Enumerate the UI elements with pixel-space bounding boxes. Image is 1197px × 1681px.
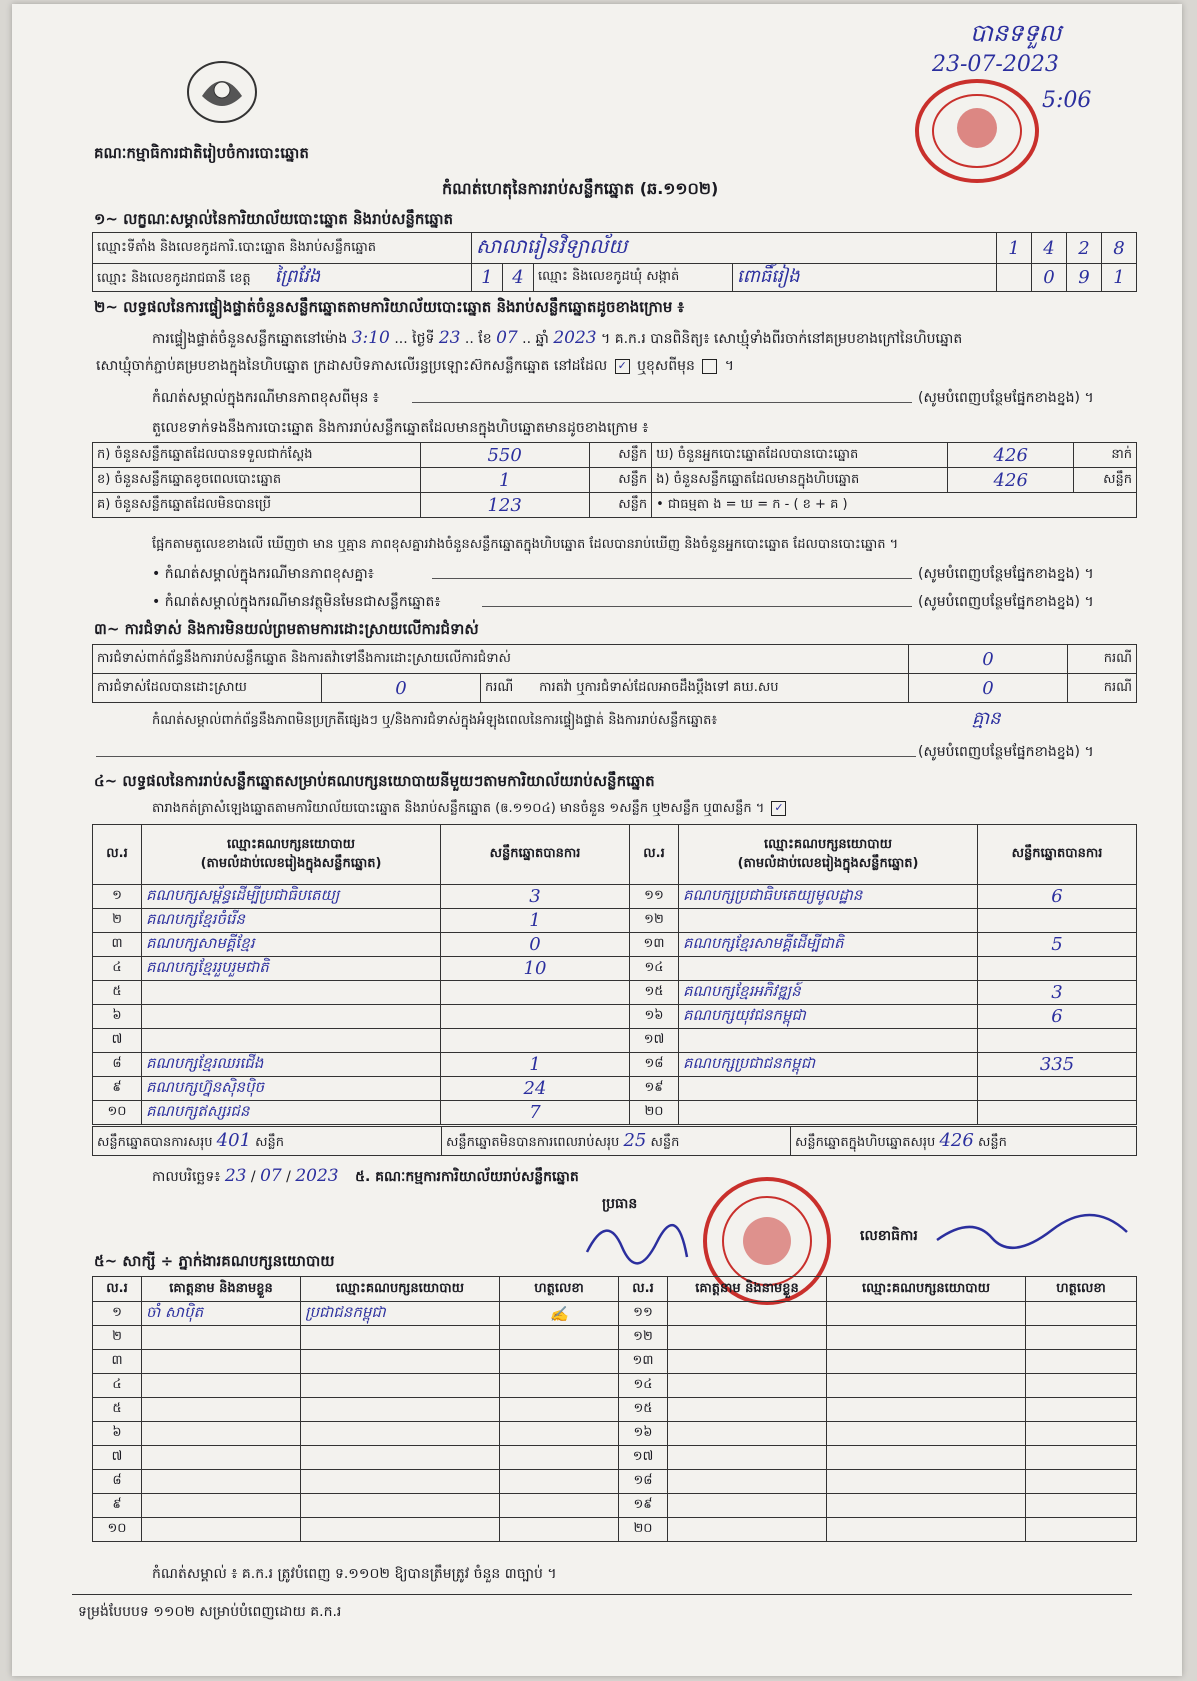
- witness-party: [301, 1326, 500, 1350]
- vote-count: [978, 1029, 1137, 1053]
- objection-table: [92, 644, 1137, 703]
- footer-form-line: ទម្រង់បែបបទ ១១០២ សម្រាប់បំពេញដោយ គ.ក.រ: [78, 1604, 342, 1620]
- committee-label: ៥. គណៈកម្មការការិយាល័យរាប់សន្លឹកឆ្នោត: [355, 1169, 579, 1185]
- station-value: សាលារៀនវិទ្យាល័យ: [472, 233, 997, 264]
- witness-signature: [1026, 1422, 1137, 1446]
- vote-count: [978, 1101, 1137, 1125]
- party-name: គណបក្សខ្មែរចំរើន: [142, 909, 441, 933]
- party-name: គណបក្សខ្មែរឈរជើង: [142, 1053, 441, 1077]
- total-box-label: សន្លឹកឆ្នោតក្នុងហិបឆ្នោតសរុប: [795, 1134, 936, 1150]
- row-no: ១៨: [619, 1470, 668, 1494]
- vote-count: 1: [441, 1053, 630, 1077]
- witness-party: [301, 1518, 500, 1542]
- table-row: [93, 1053, 1137, 1077]
- col-no: ល.រ: [93, 825, 142, 885]
- witness-name: [142, 1398, 301, 1422]
- party-name: គណបក្សប្រជាធិបតេយ្យមូលដ្ឋាន: [679, 885, 978, 909]
- chair-label: ប្រធាន: [602, 1196, 638, 1212]
- note-diff-line: [412, 402, 912, 403]
- objection-unit: ករណី: [485, 679, 514, 695]
- witness-party: [827, 1494, 1026, 1518]
- witness-name: [668, 1350, 827, 1374]
- row-no: ១០: [93, 1518, 142, 1542]
- witness-name: [668, 1374, 827, 1398]
- witness-party: [827, 1350, 1026, 1374]
- vote-count: 0: [441, 933, 630, 957]
- row-no: ៨: [93, 1470, 142, 1494]
- col-party: ឈ្មោះគណបក្សនយោបាយ: [301, 1277, 500, 1302]
- day-label: ថ្ងៃទី: [412, 331, 435, 347]
- row-no: ៥: [93, 1398, 142, 1422]
- witness-signature: [500, 1326, 619, 1350]
- province-code-digit: 1: [472, 264, 503, 292]
- witness-name: [668, 1518, 827, 1542]
- party-name: គណបក្សខ្មែររួបរួមជាតិ: [142, 957, 441, 981]
- witness-name: [668, 1302, 827, 1326]
- commune-code-digit: 9: [1067, 264, 1102, 292]
- row-no: ១: [93, 885, 142, 909]
- party-name: [142, 1005, 441, 1029]
- party-name: [679, 957, 978, 981]
- row-e-label: ង) ចំនួនសន្លឹកឆ្នោតដែលមានក្នុងហិបឆ្នោត: [652, 468, 948, 493]
- received-stamp-icon: [912, 76, 1042, 186]
- station-code-digit: 1: [997, 233, 1032, 264]
- vote-count: 7: [441, 1101, 630, 1125]
- row-no: ៣: [93, 933, 142, 957]
- secretary-label: លេខាធិការ: [860, 1228, 918, 1244]
- vote-count: 5: [978, 933, 1137, 957]
- chair-signature-icon: [577, 1212, 697, 1272]
- table-row: [93, 885, 1137, 909]
- vote-count: [441, 1029, 630, 1053]
- col-name: គោត្តនាម និងនាមខ្លួន: [142, 1277, 301, 1302]
- ballot-count-table: [92, 442, 1137, 518]
- col-name: គោត្តនាម និងនាមខ្លួន: [668, 1277, 827, 1302]
- row-c-label: គ) ចំនួនសន្លឹកឆ្នោតដែលមិនបានប្រើ: [93, 493, 421, 518]
- section4-title: ៤~ លទ្ធផលនៃការរាប់សន្លឹកឆ្នោតសម្រាប់គណបក្សនយោបាយនីមួយៗតាមការិយាល័យរាប់សន្លឹកឆ្នោត: [94, 772, 655, 790]
- col-party: ឈ្មោះគណបក្សនយោបាយ: [827, 1277, 1026, 1302]
- witness-signature: [500, 1446, 619, 1470]
- received-date: 23-07-2023: [932, 52, 1059, 77]
- witness-party: [827, 1470, 1026, 1494]
- totals-table: [92, 1126, 1137, 1156]
- check-month: 07: [496, 328, 518, 348]
- section1-title: ១~ លក្ខណៈសម្គាល់នៃការិយាល័យបោះឆ្នោត និងរាប់សន្លឹកឆ្នោត: [94, 210, 454, 228]
- witness-signature: [500, 1518, 619, 1542]
- form-title: កំណត់ហេតុនៃការរាប់សន្លឹកឆ្នោត (ឆ.១១០២): [442, 179, 719, 198]
- col-no: ល.រ: [93, 1277, 142, 1302]
- row-no: ១១: [619, 1302, 668, 1326]
- compare-text: ផ្អែកតាមតួលេខខាងលើ ឃើញថា មាន ឬគ្មាន ភាពខុសគ្នារវាងចំនួនសន្លឹកឆ្នោតក្នុងហិបឆ្នោត ដែលបានរាប់ឃើញ និងចំនួនអ្នកបោះឆ្នោត ដែលបានបោះឆ្នោត ។: [152, 537, 899, 552]
- row-no: ៧: [93, 1446, 142, 1470]
- witness-signature: [1026, 1494, 1137, 1518]
- received-label: បានទទួល: [970, 19, 1062, 47]
- table-row: [93, 1446, 1137, 1470]
- row-no: ២: [93, 909, 142, 933]
- total-valid: 401: [216, 1129, 252, 1151]
- table-row: [93, 1398, 1137, 1422]
- witness-party: [301, 1374, 500, 1398]
- party-name: គណបក្សសាមគ្គីខ្មែរ: [142, 933, 441, 957]
- witness-name: [142, 1326, 301, 1350]
- vote-count: 24: [441, 1077, 630, 1101]
- col-no: ល.រ: [619, 1277, 668, 1302]
- commune-code-digit: 0: [1032, 264, 1067, 292]
- footer-note: កំណត់សម្គាល់ ៖ គ.ក.រ ត្រូវបំពេញ ទ.១១០២ ឱ្យបានត្រឹមត្រូវ ចំនួន ៣ច្បាប់ ។: [152, 1566, 557, 1582]
- col-no: ល.រ: [630, 825, 679, 885]
- party-name: [679, 1029, 978, 1053]
- row-no: ១៥: [630, 981, 679, 1005]
- check-time: 3:10: [351, 328, 390, 348]
- commune-value: ពោធិ៍រៀង: [733, 264, 997, 292]
- witness-party: [827, 1518, 1026, 1542]
- col-party-sub: (តាមលំដាប់លេខរៀងក្នុងសន្លឹកឆ្នោត): [737, 855, 919, 871]
- row-no: ២: [93, 1326, 142, 1350]
- witness-name: [668, 1398, 827, 1422]
- col-sign: ហត្ថលេខា: [500, 1277, 619, 1302]
- row-no: ១៣: [619, 1350, 668, 1374]
- row-no: ៩: [93, 1494, 142, 1518]
- form-sheet: គណៈកម្មាធិការជាតិរៀបចំការបោះឆ្នោត បានទទួល 23-07-2023 5:06 កំណត់ហេតុនៃការរាប់សន្លឹកឆ្នោត (ឆ.១១០២) ១~ លក្ខណៈសម្គាល់នៃការិយាល័យបោះឆ្នោត និងរាប់សន្លឹកឆ្នោត ឈ្មោះទីតាំង និងលេខកូដការិ.បោះឆ្នោត និងរាប់សន្លឹកឆ្នោត សាលារៀនវិទ្យាល័យ 1 4 2 8 ឈ្មោះ និងលេខកូដរាជធានី ខេត្ត ព្រៃវែង 1 4 ឈ្មោះ និងលេខកូដឃុំ សង្កាត់ ពោធិ៍រៀង 0 9 1 ២~ លទ្ធផលនៃការផ្ទៀងផ្ទាត់ចំនួនសន្លឹកឆ្នោតតាមការិយាល័យបោះឆ្នោត និងរាប់សន្លឹកឆ្នោតដូចខាងក្រោម ៖ ការផ្ទៀងផ្ទាត់ចំនួនសន្លឹកឆ្នោតនៅម៉ោង 3:10 ... ថ្ងៃទី 23 .. ខែ 07 .. ឆ្នាំ 2023 ។ គ.ក.រ បានពិនិត្យ៖ សោឃ្មុំទាំងពីរចាក់នៅគម្របខាងក្រៅនៃហិបឆ្នោត សោឃ្មុំចាក់ភ្ជាប់គម្របខាងក្នុងនៃហិបឆ្នោត ក្រដាសបិទភាសលើរន្ធប្រឡោះស៊កសន្លឹកឆ្នោត នៅដដែល ✓ ឬខុសពីមុន ។ កំណត់សម្គាល់ក្នុងករណីមានភាពខុសពីមុន ៖ (សូមបំពេញបន្ថែមផ្នែកខាងខ្នង) ។ តួលេខទាក់ទងនឹងការបោះឆ្នោត និងការរាប់សន្លឹកឆ្នោតដែលមានក្នុងហិបឆ្នោតមានដូចខាងក្រោម ៖ ក) ចំនួនសន្លឹកឆ្នោតដែលបានទទួលជាក់ស្តែង 550 សន្លឹក ឃ) ចំនួនអ្នកបោះឆ្នោតដែលបានបោះឆ្នោត 426 នាក់ ខ) ចំនួនសន្លឹកឆ្នោតខូចពេលបោះឆ្នោត 1 សន្លឹក ង) ចំនួនសន្លឹកឆ្នោតដែលមានក្នុងហិបឆ្នោត 426 សន្លឹក គ) ចំនួនសន្លឹកឆ្នោតដែលមិនបានប្រើ 123 សន្លឹក • ជាធម្មតា ង = ឃ = ក - ( ខ + គ ) ផ្អែកតាមតួលេខខាងលើ ឃើញថា មាន ឬគ្មាន ភាពខុសគ្នារវាងចំនួនសន្លឹកឆ្នោតក្នុងហិបឆ្នោត ដែលបានរាប់ឃើញ និងចំនួនអ្នកបោះឆ្នោត ដែលបានបោះឆ្នោត ។ • កំណត់សម្គាល់ក្នុងករណីមានភាពខុសគ្នា៖ (សូមបំពេញបន្ថែមផ្នែកខាងខ្នង) ។ • កំណត់សម្គាល់ក្នុងករណីមានវត្ថុមិនមែនជាសន្លឹកឆ្នោត៖ (សូមបំពេញបន្ថែមផ្នែកខាងខ្នង) ។ ៣~ ការជំទាស់ និងការមិនយល់ព្រមតាមការដោះស្រាយលើការជំទាស់ ការជំទាស់ពាក់ព័ន្ធនឹងការរាប់សន្លឹកឆ្នោត និងការតវ៉ាទៅនឹងការដោះស្រាយលើការជំទាស់ 0 ករណី ការជំទាស់ដែលបានដោះស្រាយ 0 ករណី ការតវ៉ា ឬការជំទាស់ដែលអាចដឹងប្តឹងទៅ គឃ.សប 0 ករណី កំណត់សម្គាល់ពាក់ព័ន្ធនឹងភាពមិនប្រក្រតីផ្សេងៗ ឬ/និងការជំទាស់ក្នុងអំឡុងពេលនៃការផ្ទៀងផ្ទាត់ និងការរាប់សន្លឹកឆ្នោត៖ គ្មាន (សូមបំពេញបន្ថែមផ្នែកខាងខ្នង) ។ ៤~ លទ្ធផលនៃការរាប់សន្លឹកឆ្នោតសម្រាប់គណបក្សនយោបាយនីមួយៗតាមការិយាល័យរាប់សន្លឹកឆ្នោត តារាងកត់ត្រាសំឡេងឆ្នោតតាមការិយាល័យបោះឆ្នោត និងរាប់សន្លឹកឆ្នោត (ឲ.១១០៤) មានចំនួន ១សន្លឹក ឬ២សន្លឹក ឬ៣សន្លឹក ។ ✓ ល.រ ឈ្មោះគណបក្សនយោបាយ (តាមលំដាប់លេខរៀងក្នុងសន្លឹកឆ្នោត) សន្លឹកឆ្នោតបានការ ល.រ ឈ្មោះគណបក្សនយោបាយ (តាមលំដាប់លេខរៀងក្នុងសន្លឹកឆ្នោត) សន្លឹកឆ្នោតបានការ ១ គណបក្សសម្ព័ន្ធដើម្បីប្រជាធិបតេយ្យ 3 ១១ គណបក្សប្រជាធិបតេយ្យមូលដ្ឋាន 6 ២ គណបក្សខ្មែរចំរើន 1 ១២ ៣ គណបក្សសាមគ្គីខ្មែរ 0 ១៣ គណបក្សខ្មែរសាមគ្គីដើម្បីជាតិ 5 ៤ គណបក្សខ្មែររួបរួមជាតិ 10 ១៤ ៥ ១៥ គណបក្សខ្មែរអភិវឌ្ឍន៍ 3 ៦ ១៦ គណបក្សយុវជនកម្ពុជា 6 ៧ ១៧ ៨ គណបក្សខ្មែរឈរជើង 1 ១៨ គណបក្សប្រជាជនកម្ពុជា 335 ៩ គណបក្សហ្វ៊ុនស៊ិនប៉ិច 24 ១៩ ១០ គណបក្សឥស្សរជន 7 ២០ សន្លឹកឆ្នោតបានការសរុប 401 សន្លឹក សន្លឹកឆ្នោតមិនបានការពេលរាប់សរុប 25 សន្លឹក សន្លឹកឆ្នោតក្នុងហិបឆ្នោតសរុប 426 សន្លឹក កាលបរិច្ឆេទ៖ 23 / 07 / 2023 ៥. គណៈកម្មការការិយាល័យរាប់សន្លឹកឆ្នោត ប្រធាន លេខាធិការ ៥~ សាក្សី ÷ ភ្នាក់ងារគណបក្សនយោបាយ ល.រ គោត្តនាម និងនាមខ្លួន ឈ្មោះគណបក្សនយោបាយ ហត្ថលេខា ល.រ គោត្តនាម និងនាមខ្លួន ឈ្មោះគណបក្សនយោបាយ ហត្ថលេខា ១ ចាំ សាប៉ិត ប្រជាជនកម្ពុជា ✍ ១១ ២ ១២ ៣ ១៣ ៤ ១៤ ៥ ១៥ ៦ ១៦ ៧ ១៧ ៨ ១៨ ៩ ១៩ ១០ ២០ កំណត់សម្គាល់ ៖ គ.ក.រ ត្រូវបំពេញ ទ.១១០២ ឱ្យបានត្រឹមត្រូវ ចំនួន ៣ច្បាប់ ។ ទម្រង់បែបបទ ១១០២ សម្រាប់បំពេញដោយ គ.ក.រ: [12, 4, 1182, 1676]
- row-b-value: 1: [420, 468, 589, 493]
- vote-count: 6: [978, 885, 1137, 909]
- table-row: [93, 1494, 1137, 1518]
- party-name: គណបក្សប្រជាជនកម្ពុជា: [679, 1053, 978, 1077]
- section4-intro: តារាងកត់ត្រាសំឡេងឆ្នោតតាមការិយាល័យបោះឆ្នោត និងរាប់សន្លឹកឆ្នោត (ឲ.១១០៤) មានចំនួន ១សន្លឹក ឬ២សន្លឹក ឬ៣សន្លឹក ។: [152, 801, 765, 816]
- vote-count: [441, 981, 630, 1005]
- party-name: គណបក្សខ្មែរសាមគ្គីដើម្បីជាតិ: [679, 933, 978, 957]
- total-valid-label: សន្លឹកឆ្នោតបានការសរុប: [97, 1134, 213, 1150]
- witness-party: [827, 1374, 1026, 1398]
- row-no: ១៥: [619, 1398, 668, 1422]
- objection-row1-value: 0: [909, 645, 1068, 674]
- witness-party: [301, 1398, 500, 1422]
- table-row: [93, 1518, 1137, 1542]
- note-foreign-line: [482, 606, 912, 607]
- irregularity-note: កំណត់សម្គាល់ពាក់ព័ន្ធនឹងភាពមិនប្រក្រតីផ្សេងៗ ឬ/និងការជំទាស់ក្នុងអំឡុងពេលនៃការផ្ទៀងផ្ទាត់ និងការរាប់សន្លឹកឆ្នោត៖: [152, 713, 718, 728]
- vote-count: [978, 957, 1137, 981]
- witness-name: ចាំ សាប៉ិត: [142, 1302, 301, 1326]
- total-box: 426: [939, 1129, 974, 1151]
- results-table: [92, 824, 1137, 1125]
- row-no: ១៤: [630, 957, 679, 981]
- row-no: ១៨: [630, 1053, 679, 1077]
- total-unit: សន្លឹក: [255, 1134, 285, 1150]
- witness-party: [301, 1422, 500, 1446]
- table-row: [93, 1422, 1137, 1446]
- changed-checkbox[interactable]: [702, 359, 717, 374]
- witness-party: [827, 1398, 1026, 1422]
- witness-signature: [1026, 1374, 1137, 1398]
- row-a-unit: សន្លឹក: [589, 443, 652, 468]
- year-label: ឆ្នាំ: [535, 331, 549, 347]
- witness-table: [92, 1276, 1137, 1542]
- vote-count: [441, 1005, 630, 1029]
- total-unit: សន្លឹក: [650, 1134, 680, 1150]
- vote-count: 10: [441, 957, 630, 981]
- nec-emblem-icon: [182, 56, 262, 128]
- witness-name: [142, 1446, 301, 1470]
- table-row: [93, 1350, 1137, 1374]
- witness-party: [301, 1470, 500, 1494]
- row-no: ៣: [93, 1350, 142, 1374]
- vote-count: 335: [978, 1053, 1137, 1077]
- vote-count: [978, 1077, 1137, 1101]
- irregularity-value: គ្មាន: [972, 708, 1001, 729]
- witness-party: [301, 1350, 500, 1374]
- vote-count: [978, 909, 1137, 933]
- witness-party: [301, 1446, 500, 1470]
- row-no: ៤: [93, 1374, 142, 1398]
- row-d-unit: នាក់: [1074, 443, 1137, 468]
- check-day: 23: [438, 328, 461, 348]
- row-e-unit: សន្លឹក: [1074, 468, 1137, 493]
- col-votes: សន្លឹកឆ្នោតបានការ: [978, 825, 1137, 885]
- check-text-b: ។ គ.ក.រ បានពិនិត្យ៖ សោឃ្មុំទាំងពីរចាក់នៅគម្របខាងក្រៅនៃហិបឆ្នោត: [601, 331, 963, 347]
- check-text-a: ការផ្ទៀងផ្ទាត់ចំនួនសន្លឹកឆ្នោតនៅម៉ោង: [152, 331, 348, 347]
- row-a-value: 550: [420, 443, 589, 468]
- witness-party: [301, 1494, 500, 1518]
- witness-signature: [1026, 1302, 1137, 1326]
- row-no: ៥: [93, 981, 142, 1005]
- date-day: 23: [224, 1166, 247, 1186]
- table-row: [93, 933, 1137, 957]
- row-no: ៤: [93, 957, 142, 981]
- witness-signature: [500, 1350, 619, 1374]
- witness-name: [668, 1494, 827, 1518]
- table-row: [93, 957, 1137, 981]
- objection-unit: ករណី: [1068, 645, 1137, 674]
- table-row: [93, 1470, 1137, 1494]
- col-party: ឈ្មោះគណបក្សនយោបាយ: [764, 836, 892, 852]
- section5-title: ៥~ សាក្សី ÷ ភ្នាក់ងារគណបក្សនយោបាយ: [94, 1252, 335, 1270]
- row-c-value: 123: [420, 493, 589, 518]
- table-row: [93, 1077, 1137, 1101]
- objection-row2b-label: ការតវ៉ា ឬការជំទាស់ដែលអាចដឹងប្តឹងទៅ គឃ.សប: [539, 679, 779, 695]
- irregularity-line: [96, 756, 916, 757]
- row-d-label: ឃ) ចំនួនអ្នកបោះឆ្នោតដែលបានបោះឆ្នោត: [652, 443, 948, 468]
- check-year: 2023: [553, 328, 597, 348]
- witness-name: [142, 1470, 301, 1494]
- row-no: ២០: [619, 1518, 668, 1542]
- objection-unit: ករណី: [1068, 674, 1137, 703]
- station-table: [92, 232, 1137, 292]
- date-label: កាលបរិច្ឆេទ៖: [152, 1169, 221, 1185]
- commune-label: ឈ្មោះ និងលេខកូដឃុំ សង្កាត់: [534, 264, 733, 292]
- station-code-digit: 8: [1102, 233, 1137, 264]
- party-name: [142, 981, 441, 1005]
- note-mismatch: • កំណត់សម្គាល់ក្នុងករណីមានភាពខុសគ្នា៖: [152, 566, 374, 582]
- row-no: ១៣: [630, 933, 679, 957]
- witness-party: [827, 1446, 1026, 1470]
- witness-signature: [500, 1494, 619, 1518]
- date-month: 07: [260, 1166, 282, 1186]
- fill-more: (សូមបំពេញបន្ថែមផ្នែកខាងខ្នង) ។: [918, 744, 1094, 760]
- party-name: [142, 1029, 441, 1053]
- check-text-d: ឬខុសពីមុន: [637, 358, 695, 374]
- witness-name: [142, 1350, 301, 1374]
- secretary-signature-icon: [932, 1210, 1132, 1250]
- two-sheet-checkbox[interactable]: ✓: [771, 801, 786, 816]
- table-row: [93, 1029, 1137, 1053]
- section2-title: ២~ លទ្ធផលនៃការផ្ទៀងផ្ទាត់ចំនួនសន្លឹកឆ្នោតតាមការិយាល័យបោះឆ្នោត និងរាប់សន្លឹកឆ្នោតដូចខាងក្រោម ៖: [94, 298, 685, 316]
- table-row: [93, 1101, 1137, 1125]
- witness-party: [827, 1422, 1026, 1446]
- station-code-digit: 4: [1032, 233, 1067, 264]
- check-text-c: សោឃ្មុំចាក់ភ្ជាប់គម្របខាងក្នុងនៃហិបឆ្នោត ក្រដាសបិទភាសលើរន្ធប្រឡោះស៊កសន្លឹកឆ្នោត នៅដដែល: [96, 358, 608, 374]
- row-no: ១: [93, 1302, 142, 1326]
- party-name: គណបក្សសម្ព័ន្ធដើម្បីប្រជាធិបតេយ្យ: [142, 885, 441, 909]
- objection-row2-value: 0: [322, 674, 481, 703]
- row-no: ១៩: [630, 1077, 679, 1101]
- row-no: ១៦: [619, 1422, 668, 1446]
- party-name: [679, 909, 978, 933]
- witness-name: [142, 1494, 301, 1518]
- row-b-label: ខ) ចំនួនសន្លឹកឆ្នោតខូចពេលបោះឆ្នោត: [93, 468, 421, 493]
- witness-name: [142, 1518, 301, 1542]
- witness-party: ប្រជាជនកម្ពុជា: [301, 1302, 500, 1326]
- table-row: [93, 1302, 1137, 1326]
- col-votes: សន្លឹកឆ្នោតបានការ: [441, 825, 630, 885]
- total-invalid-label: សន្លឹកឆ្នោតមិនបានការពេលរាប់សរុប: [446, 1134, 620, 1150]
- row-no: ១៦: [630, 1005, 679, 1029]
- witness-signature: [1026, 1518, 1137, 1542]
- witness-signature: [1026, 1350, 1137, 1374]
- row-no: ៦: [93, 1005, 142, 1029]
- row-no: ៦: [93, 1422, 142, 1446]
- table-row: [93, 1374, 1137, 1398]
- party-name: [679, 1101, 978, 1125]
- row-no: ១០: [93, 1101, 142, 1125]
- objection-row2-label: ការជំទាស់ដែលបានដោះស្រាយ: [93, 674, 322, 703]
- note-foreign: • កំណត់សម្គាល់ក្នុងករណីមានវត្ថុមិនមែនជាសន្លឹកឆ្នោត៖: [152, 594, 441, 610]
- witness-signature: [500, 1398, 619, 1422]
- party-name: គណបក្សឥស្សរជន: [142, 1101, 441, 1125]
- fill-more: (សូមបំពេញបន្ថែមផ្នែកខាងខ្នង) ។: [918, 594, 1094, 610]
- witness-signature: [500, 1374, 619, 1398]
- station-label: ឈ្មោះទីតាំង និងលេខកូដការិ.បោះឆ្នោត និងរាប់សន្លឹកឆ្នោត: [93, 233, 472, 264]
- row-no: ២០: [630, 1101, 679, 1125]
- row-no: ១៧: [619, 1446, 668, 1470]
- province-value: ព្រៃវែង: [274, 266, 321, 287]
- vote-count: 3: [441, 885, 630, 909]
- row-no: ១៤: [619, 1374, 668, 1398]
- witness-signature: [1026, 1446, 1137, 1470]
- vote-count: 6: [978, 1005, 1137, 1029]
- row-no: ១២: [630, 909, 679, 933]
- fill-more: (សូមបំពេញបន្ថែមផ្នែកខាងខ្នង) ។: [918, 566, 1094, 582]
- numbers-intro: តួលេខទាក់ទងនឹងការបោះឆ្នោត និងការរាប់សន្លឹកឆ្នោតដែលមានក្នុងហិបឆ្នោតមានដូចខាងក្រោម ៖: [152, 420, 649, 436]
- month-label: ខែ: [478, 331, 492, 347]
- party-name: គណបក្សយុវជនកម្ពុជា: [679, 1005, 978, 1029]
- row-no: ១៩: [619, 1494, 668, 1518]
- witness-name: [668, 1422, 827, 1446]
- row-no: ៧: [93, 1029, 142, 1053]
- party-name: គណបក្សហ្វ៊ុនស៊ិនប៉ិច: [142, 1077, 441, 1101]
- witness-signature: [500, 1470, 619, 1494]
- total-unit: សន្លឹក: [977, 1134, 1007, 1150]
- witness-name: [668, 1326, 827, 1350]
- witness-signature: [500, 1422, 619, 1446]
- row-e-value: 426: [948, 468, 1074, 493]
- objection-row2b-value: 0: [909, 674, 1068, 703]
- row-no: ១១: [630, 885, 679, 909]
- formula: • ជាធម្មតា ង = ឃ = ក - ( ខ + គ ): [652, 493, 1137, 518]
- province-label: ឈ្មោះ និងលេខកូដរាជធានី ខេត្ត: [97, 271, 251, 286]
- commune-code-digit: 1: [1102, 264, 1137, 292]
- row-a-label: ក) ចំនួនសន្លឹកឆ្នោតដែលបានទទួលជាក់ស្តែង: [93, 443, 421, 468]
- witness-party: [827, 1302, 1026, 1326]
- witness-name: [668, 1470, 827, 1494]
- vote-count: 1: [441, 909, 630, 933]
- vote-count: 3: [978, 981, 1137, 1005]
- table-row: [93, 1326, 1137, 1350]
- witness-party: [827, 1326, 1026, 1350]
- station-code-digit: 2: [1067, 233, 1102, 264]
- date-year: 2023: [295, 1166, 339, 1186]
- org-name: គណៈកម្មាធិការជាតិរៀបចំការបោះឆ្នោត: [94, 144, 309, 162]
- witness-name: [142, 1374, 301, 1398]
- witness-name: [142, 1422, 301, 1446]
- witness-signature: ✍: [500, 1302, 619, 1326]
- witness-name: [668, 1446, 827, 1470]
- row-b-unit: សន្លឹក: [589, 468, 652, 493]
- row-no: ៩: [93, 1077, 142, 1101]
- witness-signature: [1026, 1326, 1137, 1350]
- witness-signature: [1026, 1398, 1137, 1422]
- table-row: [93, 1005, 1137, 1029]
- objection-row1-label: ការជំទាស់ពាក់ព័ន្ធនឹងការរាប់សន្លឹកឆ្នោត និងការតវ៉ាទៅនឹងការដោះស្រាយលើការជំទាស់: [93, 645, 909, 674]
- witness-signature: [1026, 1470, 1137, 1494]
- fill-more: (សូមបំពេញបន្ថែមផ្នែកខាងខ្នង) ។: [918, 390, 1094, 406]
- note-mismatch-line: [432, 578, 912, 579]
- col-party-sub: (តាមលំដាប់លេខរៀងក្នុងសន្លឹកឆ្នោត): [200, 855, 382, 871]
- row-c-unit: សន្លឹក: [589, 493, 652, 518]
- table-row: [93, 981, 1137, 1005]
- party-name: [679, 1077, 978, 1101]
- unchanged-checkbox[interactable]: ✓: [615, 359, 630, 374]
- total-invalid: 25: [623, 1129, 647, 1151]
- received-time: 5:06: [1042, 88, 1092, 113]
- party-name: គណបក្សខ្មែរអភិវឌ្ឍន៍: [679, 981, 978, 1005]
- row-no: ៨: [93, 1053, 142, 1077]
- section3-title: ៣~ ការជំទាស់ និងការមិនយល់ព្រមតាមការដោះស្រាយលើការជំទាស់: [94, 620, 479, 638]
- row-d-value: 426: [948, 443, 1074, 468]
- col-sign: ហត្ថលេខា: [1026, 1277, 1137, 1302]
- footer-divider: [72, 1594, 1132, 1595]
- col-party: ឈ្មោះគណបក្សនយោបាយ: [227, 836, 355, 852]
- note-diff: កំណត់សម្គាល់ក្នុងករណីមានភាពខុសពីមុន ៖: [152, 390, 379, 406]
- row-no: ១២: [619, 1326, 668, 1350]
- table-row: [93, 909, 1137, 933]
- row-no: ១៧: [630, 1029, 679, 1053]
- province-code-digit: 4: [503, 264, 534, 292]
